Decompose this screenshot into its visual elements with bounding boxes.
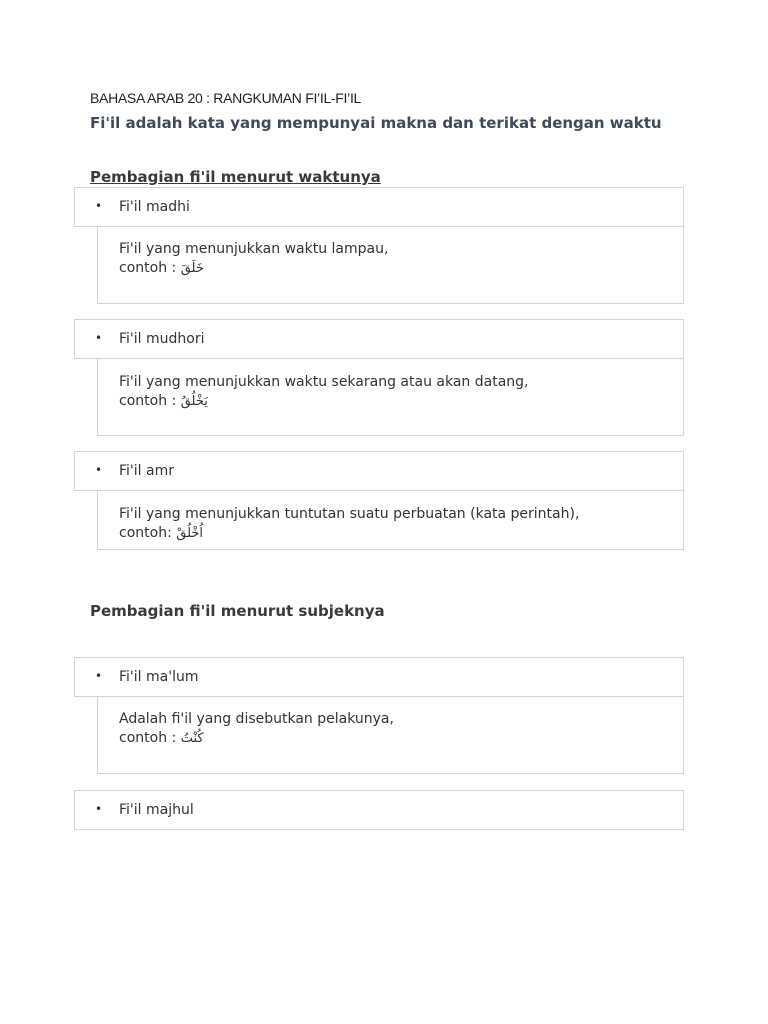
- item-label: Fi'il majhul: [119, 802, 194, 818]
- bullet-icon: •: [95, 669, 103, 683]
- item-description-text: Fi'il yang menunjukkan waktu sekarang atau akan datang,: [119, 374, 529, 390]
- list-item-fiil-amr: [74, 451, 684, 491]
- section-heading-time: Pembagian fi'il menurut waktunya: [90, 168, 381, 186]
- list-item-fiil-mudhori: [74, 319, 684, 359]
- example-arabic: يَخْلُقُ: [180, 394, 208, 409]
- list-item-fiil-madhi: [74, 187, 684, 227]
- item-label: Fi'il ma'lum: [119, 669, 199, 685]
- item-description-text: Fi'il yang menunjukkan waktu lampau,: [119, 241, 389, 257]
- example-arabic: كُنْتُ: [180, 731, 204, 746]
- item-label: Fi'il amr: [119, 463, 174, 479]
- item-description-fiil-madhi: [97, 227, 684, 304]
- item-label: Fi'il mudhori: [119, 331, 205, 347]
- example-arabic: اُخْلُقْ: [176, 526, 204, 541]
- list-item-fiil-majhul: [74, 790, 684, 830]
- item-description-text: Fi'il yang menunjukkan tuntutan suatu perbuatan (kata perintah),: [119, 506, 580, 522]
- document-title: BAHASA ARAB 20 : RANGKUMAN FI’IL-FI’IL: [90, 90, 362, 106]
- section-heading-subject: Pembagian fi'il menurut subjeknya: [90, 602, 385, 620]
- example-prefix: contoh :: [119, 260, 181, 276]
- intro-definition: Fi'il adalah kata yang mempunyai makna dan terikat dengan waktu: [90, 114, 662, 132]
- item-label: Fi'il madhi: [119, 199, 190, 215]
- bullet-icon: •: [95, 802, 103, 816]
- item-example: [119, 524, 203, 543]
- item-description-fiil-amr: [97, 491, 684, 550]
- item-example: [119, 392, 208, 411]
- example-prefix: contoh :: [119, 393, 181, 409]
- item-example: [119, 259, 204, 278]
- example-arabic: خَلَقَ: [180, 261, 204, 276]
- item-description-text: Adalah fi'il yang disebutkan pelakunya,: [119, 711, 394, 727]
- example-prefix: contoh :: [119, 730, 181, 746]
- bullet-icon: •: [95, 331, 103, 345]
- item-description-fiil-mudhori: [97, 359, 684, 436]
- list-item-fiil-malum: [74, 657, 684, 697]
- bullet-icon: •: [95, 199, 103, 213]
- example-prefix: contoh:: [119, 525, 177, 541]
- bullet-icon: •: [95, 463, 103, 477]
- item-description-fiil-malum: [97, 697, 684, 774]
- item-example: [119, 729, 204, 748]
